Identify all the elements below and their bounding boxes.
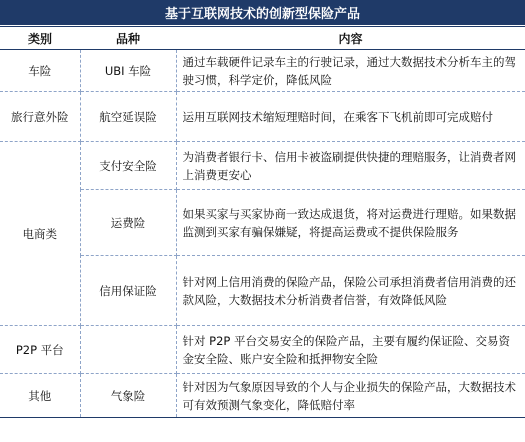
content-cell: 通过车载硬件记录车主的行驶记录，通过大数据技术分析车主的驾驶习惯，科学定价，降低风险	[176, 50, 525, 92]
content-cell: 为消费者银行卡、信用卡被盗刷提供快捷的理赔服务，让消费者网上消费更安心	[176, 142, 525, 190]
content-cell: 针对因为气象原因导致的个人与企业损失的保险产品，大数据技术可有效预测气象变化，降低赔付率	[176, 374, 525, 418]
table-title: 基于互联网技术的创新型保险产品	[0, 0, 525, 25]
content-cell: 如果买家与买家协商一致达成退货，将对运费进行理赔。如果数据监测到买家有骗保嫌疑，将提高运费或不提供保险服务	[176, 190, 525, 256]
content-cell: 针对 P2P 平台交易安全的保险产品，主要有履约保证险、交易资金安全险、账户安全险和抵押物安全险	[176, 326, 525, 374]
category-cell: 车险	[0, 50, 80, 92]
content-cell: 运用互联网技术缩短理赔时间，在乘客下飞机前即可完成赔付	[176, 92, 525, 142]
category-cell: P2P 平台	[0, 326, 80, 374]
category-cell: 其他	[0, 374, 80, 418]
table-row	[0, 374, 525, 418]
product-cell: 信用保证险	[80, 256, 176, 326]
category-cell: 旅行意外险	[0, 92, 80, 142]
table-row	[0, 142, 525, 190]
product-cell: 航空延误险	[80, 92, 176, 142]
header-row	[0, 27, 525, 50]
table-row	[0, 50, 525, 92]
product-cell: 运费险	[80, 190, 176, 256]
product-cell: 气象险	[80, 374, 176, 418]
header-product: 品种	[80, 27, 176, 50]
insurance-products-table	[0, 26, 525, 418]
product-cell: UBI 车险	[80, 50, 176, 92]
content-cell: 针对网上信用消费的保险产品，保险公司承担消费者信用消费的还款风险，大数据技术分析消费者信誉，有效降低风险	[176, 256, 525, 326]
header-category: 类别	[0, 27, 80, 50]
table-row	[0, 92, 525, 142]
category-cell: 电商类	[0, 142, 80, 326]
header-content: 内容	[176, 27, 525, 50]
product-cell	[80, 326, 176, 374]
product-cell: 支付安全险	[80, 142, 176, 190]
table-row	[0, 326, 525, 374]
